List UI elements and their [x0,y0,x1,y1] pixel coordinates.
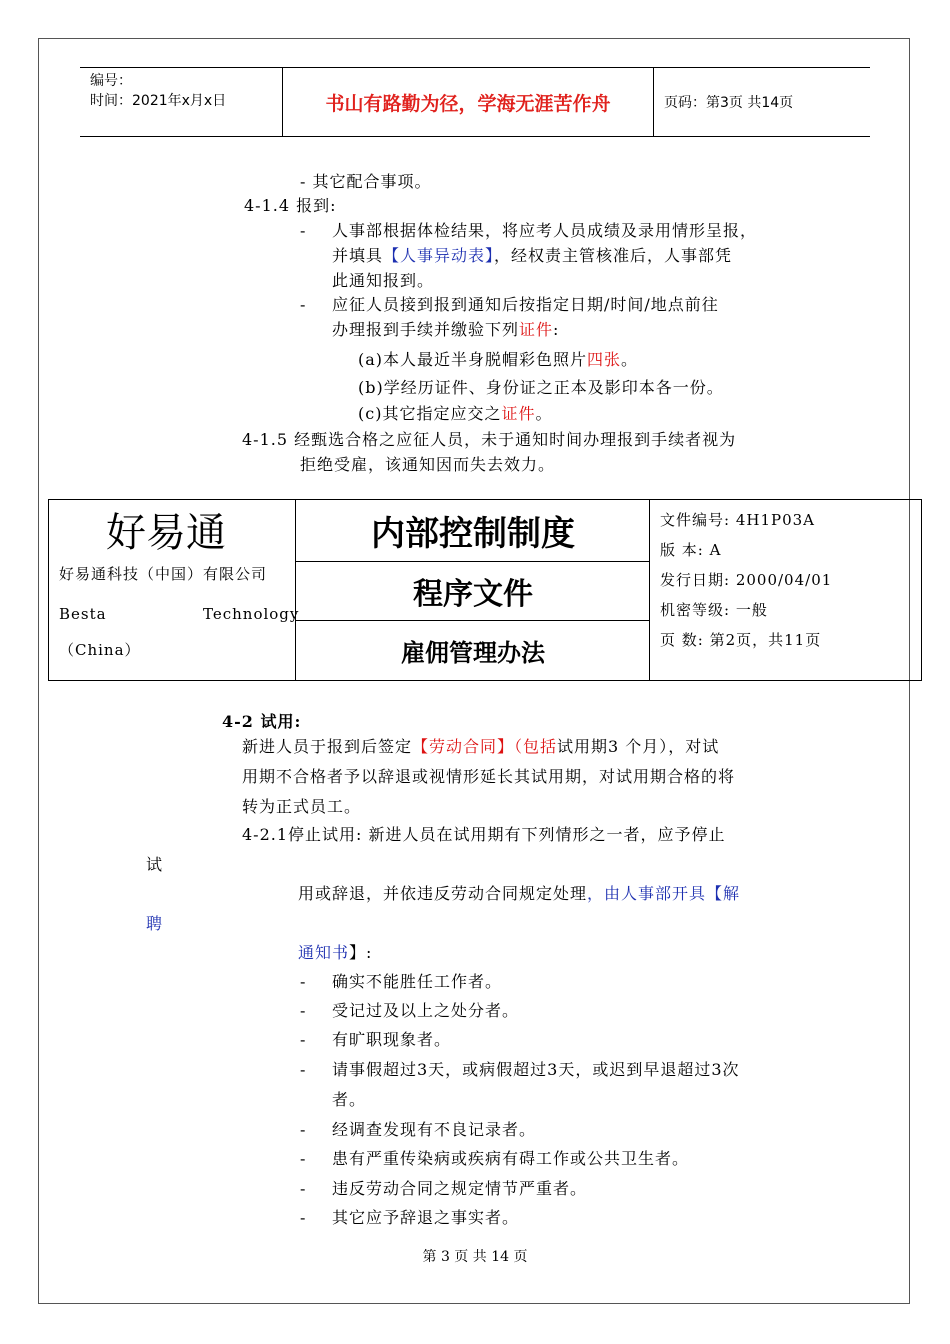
list-item: 其它应予辞退之事实者。 [332,1208,520,1227]
list-item: 有旷职现象者。 [332,1030,452,1049]
company-name-en: （China） [59,641,141,659]
text-run: : [553,320,560,339]
highlight-text: 四张 [587,350,622,369]
bullet: - [300,1001,307,1020]
highlight-text: 证件 [519,320,554,339]
list-item: 受记过及以上之处分者。 [332,1001,520,1020]
list-item: 经调查发现有不良记录者。 [332,1120,537,1139]
text-line [358,404,552,424]
form-reference: 【人事异动表】 [383,246,495,265]
company-name-en: Besta [59,605,107,623]
highlight-text: 【劳动合同】（包括 [412,737,558,756]
doc-pages: 页 数: 第2页，共11页 [660,631,822,649]
text-run: 试用期3 个月），对试 [557,737,720,756]
highlight-text: 证件 [501,404,536,423]
list-item: 违反劳动合同之规定情节严重者。 [332,1179,588,1198]
company-cell [49,500,300,680]
text-line: 试 [146,855,164,874]
text-line [358,350,638,370]
text-run: 。 [535,404,553,423]
form-reference: ，由人事部开具【解 [587,884,741,903]
text-line [332,320,559,340]
title-procedure: 程序文件 [296,562,650,621]
bullet: - [300,1060,307,1079]
title-internal-control: 内部控制制度 [296,500,650,562]
issue-date: 发行日期: 2000/04/01 [660,571,833,589]
text-line: 此通知报到。 [332,271,435,290]
clause-heading: 4-2.1停止试用: 新进人员在试用期有下列情形之一者，应予停止 [242,825,726,844]
page-footer: 第 3 页 共 14 页 [422,1249,528,1265]
document-time: 时间：2021年x月x日 [90,93,227,109]
document-header [80,67,870,137]
bullet: - [300,295,307,314]
text-line [332,246,732,266]
list-item: 者。 [332,1090,367,1109]
text-run: 办理报到手续并缴验下列 [332,320,520,339]
text-line: (b)学经历证件、身份证之正本及影印本各一份。 [358,378,724,397]
title-cell [296,500,650,680]
list-item: 患有严重传染病或疾病有碍工作或公共卫生者。 [332,1149,690,1168]
header-page-info: 页码：第3页 共14页 [664,95,794,111]
text-run: (c)其它指定应交之 [358,404,502,423]
title-employment: 雇佣管理办法 [401,638,545,667]
text-run: 并填具 [332,246,384,265]
text-run: 用或辞退，并依违反劳动合同规定处理 [298,884,588,903]
bullet: - [300,1179,307,1198]
text-run: 。 [621,350,639,369]
clause-heading: 4-1.4 报到: [244,196,337,215]
document-number-label: 编号： [90,73,132,89]
bullet: - [300,1149,307,1168]
bullet: - [300,1120,307,1139]
doc-version: 版 本: A [660,541,722,559]
text-line [298,884,740,904]
text-line: - 其它配合事项。 [300,172,432,191]
clause-heading: 4-1.5 经甄选合格之应征人员，未于通知时间办理报到手续者视为 [242,430,737,449]
text-run: 】: [349,943,373,962]
text-line: 拒绝受雇，该通知因而失去效力。 [300,455,556,474]
text-line [298,943,372,963]
header-motto: 书山有路勤为径，学海无涯苦作舟 [282,68,654,136]
bullet: - [300,972,307,991]
list-item: 确实不能胜任工作者。 [332,972,503,991]
company-name-en: Technology [203,605,300,623]
section-heading: 4-2 试用: [222,712,302,731]
doc-meta-cell [650,500,921,680]
text-line: 转为正式员工。 [242,797,362,816]
text-run: (a)本人最近半身脱帽彩色照片 [358,350,588,369]
bullet: - [300,1208,307,1227]
bullet: - [300,1030,307,1049]
text-line: 用期不合格者予以辞退或视情形延长其试用期，对试用期合格的将 [242,767,736,786]
text-run: ，经权责主管核准后，人事部凭 [494,246,733,265]
text-line: 人事部根据体检结果，将应考人员成绩及录用情形呈报， [332,221,758,240]
secrecy-level: 机密等级: 一般 [660,601,768,619]
brand-logo-text: 好易通 [106,510,226,556]
text-line [242,737,719,757]
header-info [80,68,282,136]
list-item: 请事假超过3天，或病假超过3天，或迟到早退超过3次 [332,1060,740,1079]
company-info-table [48,499,922,681]
text-line: 应征人员接到报到通知后按指定日期/时间/地点前往 [332,295,719,314]
bullet: - [300,221,307,240]
text-run: 新进人员于报到后签定 [242,737,413,756]
company-name-cn: 好易通科技（中国）有限公司 [59,565,268,583]
text-line: 聘 [146,914,164,933]
doc-number: 文件编号: 4H1P03A [660,511,816,529]
form-reference: 通知书 [298,943,350,962]
